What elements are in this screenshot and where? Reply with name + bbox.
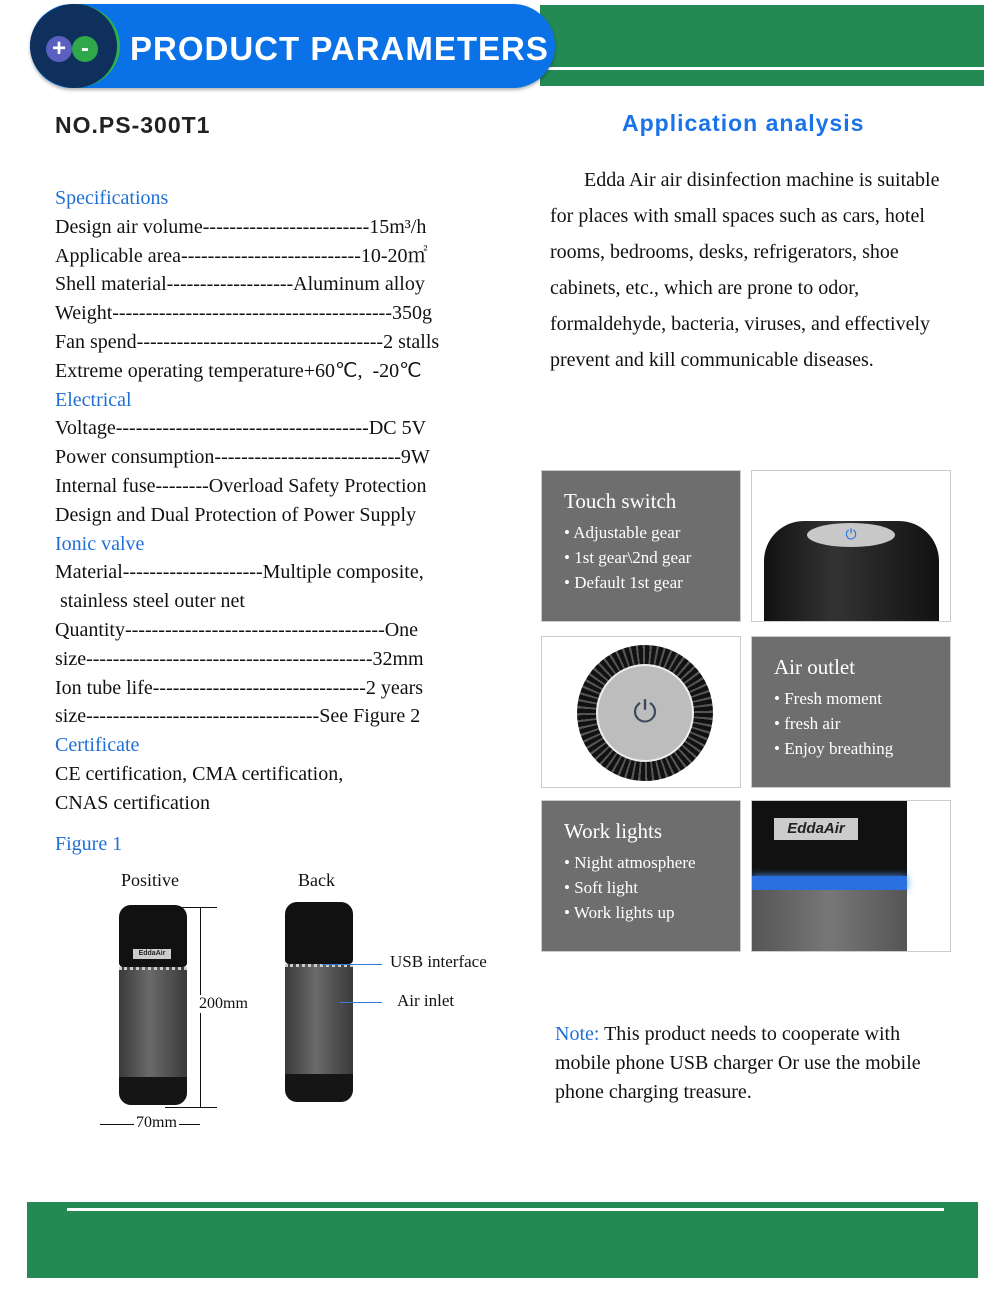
positive-label: Positive	[121, 870, 180, 890]
feature-item: • Enjoy breathing	[774, 736, 950, 761]
figure-label: Figure 1	[55, 833, 123, 855]
spec-line: Power consumption----------------------------9W	[55, 446, 430, 469]
device-front-image	[119, 905, 187, 1105]
feature-title: Air outlet	[774, 655, 856, 679]
note-body: This product needs to cooperate with mobile phone USB charger Or use the mobile phone charging treasure.	[555, 1023, 921, 1103]
spec-section-heading: Ionic valve	[55, 532, 145, 555]
application-text	[550, 162, 950, 378]
page-title: PRODUCT PARAMETERS	[130, 30, 549, 67]
spec-line: Applicable area---------------------------10-20㎡	[55, 244, 428, 267]
feature-item: • Fresh moment	[774, 686, 950, 711]
feature-item: • fresh air	[774, 711, 950, 736]
feature-title: Touch switch	[564, 489, 677, 513]
spec-line: CNAS certification	[55, 791, 210, 814]
footer-bar	[27, 1202, 978, 1278]
feature-item: • 1st gear\2nd gear	[564, 545, 740, 570]
feature-item: • Default 1st gear	[564, 570, 740, 595]
note-text	[555, 1020, 955, 1107]
spec-section-heading: Certificate	[55, 734, 140, 757]
feature-item: • Night atmosphere	[564, 850, 740, 875]
spec-line: Design and Dual Protection of Power Supply	[55, 503, 417, 526]
eddaair-logo: EddaAir	[774, 818, 858, 840]
spec-line: Ion tube life--------------------------------2 years	[55, 676, 424, 699]
device-button-photo	[541, 636, 741, 788]
dimension-tick	[165, 907, 217, 908]
spec-line: Fan spend-------------------------------------2 stalls	[55, 330, 440, 353]
spec-line: Internal fuse--------Overload Safety Protection	[55, 474, 427, 497]
model-number: NO.PS-300T1	[55, 112, 211, 138]
spec-line: Weight------------------------------------------350g	[55, 302, 432, 325]
feature-item: • Soft light	[564, 875, 740, 900]
dimension-tick	[165, 1107, 217, 1108]
inlet-pointer-line	[340, 1002, 382, 1003]
application-paragraph: Edda Air air disinfection machine is suitable for places with small spaces such as cars, hotel rooms, bedrooms, desks, refrigerators, shoe cabinets, etc., which are prone to odor, formaldehyde, bacteria, viruses, and effectively prevent and kill communicable diseases.	[550, 169, 940, 371]
usb-pointer-line	[322, 964, 382, 965]
spec-line: size-------------------------------------------32mm	[55, 647, 424, 670]
feature-touch-switch	[541, 470, 741, 622]
spec-line: Extreme operating temperature+60℃, -20℃	[55, 359, 422, 382]
spec-line: Quantity---------------------------------------One	[55, 618, 419, 641]
feature-air-outlet	[751, 636, 951, 788]
spec-line: Voltage--------------------------------------DC 5V	[55, 417, 427, 440]
spec-line: Material---------------------Multiple composite,	[55, 561, 424, 584]
spec-line: size-----------------------------------See Figure 2	[55, 705, 421, 728]
spec-line: stainless steel outer net	[55, 590, 245, 613]
note-label: Note:	[555, 1023, 600, 1045]
feature-item: • Adjustable gear	[564, 520, 740, 545]
back-label: Back	[298, 870, 335, 890]
power-icon: ⏻	[807, 523, 895, 547]
device-top-photo	[751, 470, 951, 622]
feature-item: • Work lights up	[564, 900, 740, 925]
air-inlet-label: Air inlet	[397, 991, 455, 1010]
spec-line: Shell material-------------------Aluminum alloy	[55, 273, 425, 296]
spec-line: CE certification, CMA certification,	[55, 762, 344, 785]
plus-icon: +	[46, 36, 72, 62]
spec-section-heading: Specifications	[55, 187, 169, 209]
device-light-photo	[751, 800, 951, 952]
plus-minus-logo	[30, 4, 120, 88]
header-green-bar	[540, 5, 984, 86]
minus-icon: -	[72, 36, 98, 62]
specs-list	[55, 184, 475, 818]
spec-line: Design air volume-------------------------15m³/h	[55, 215, 427, 238]
usb-interface-label: USB interface	[390, 952, 487, 971]
width-label: 70mm	[136, 1114, 177, 1131]
feature-title: Work lights	[564, 819, 663, 843]
feature-work-lights	[541, 800, 741, 952]
logo-badge: EddaAir	[133, 949, 171, 959]
application-title: Application analysis	[622, 110, 865, 136]
spec-section-heading: Electrical	[55, 388, 132, 411]
power-icon: ⏻	[596, 664, 694, 762]
height-label: 200mm	[199, 995, 248, 1012]
